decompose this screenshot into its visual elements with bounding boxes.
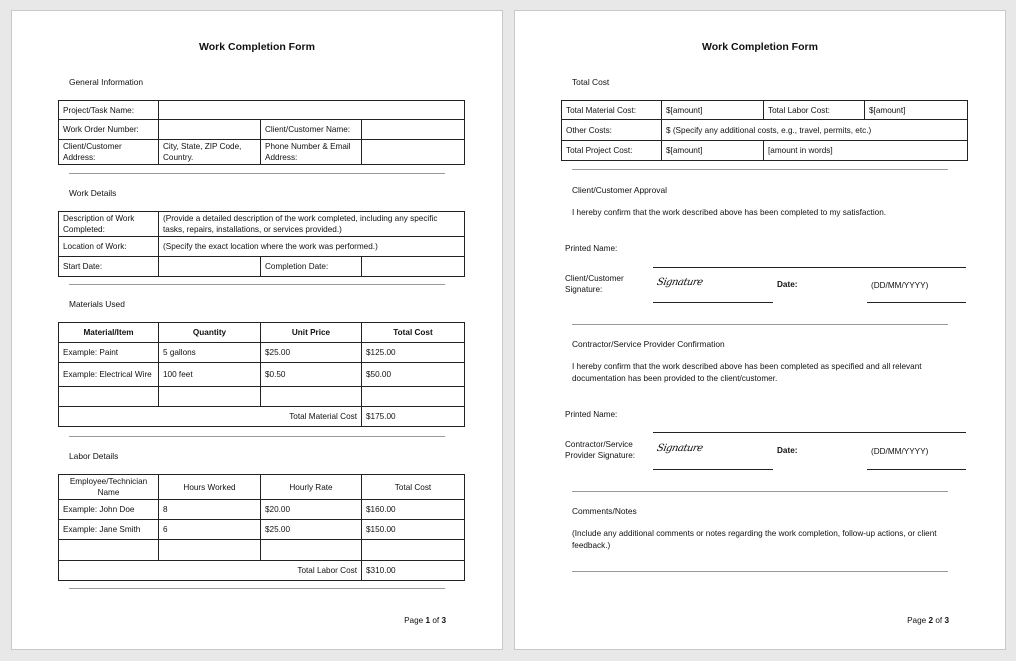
divider: [69, 436, 445, 437]
printed-name-label: Printed Name:: [565, 410, 618, 419]
table-row: [59, 343, 465, 363]
table-cell[interactable]: 100 feet: [159, 363, 261, 387]
table-cell[interactable]: $125.00: [362, 343, 465, 363]
work-location-field[interactable]: (Specify the exact location where the work was performed.): [159, 237, 465, 257]
table-cell[interactable]: $25.00: [261, 520, 362, 540]
start-date-label: Start Date:: [59, 257, 159, 277]
section-heading-comments: Comments/Notes: [572, 506, 637, 516]
client-signature-label: Client/Customer Signature:: [565, 274, 624, 294]
project-name-label: Project/Task Name:: [59, 101, 159, 120]
client-signature-line[interactable]: [653, 302, 773, 303]
client-address-label: Client/Customer Address:: [59, 140, 159, 165]
table-cell[interactable]: 8: [159, 500, 261, 520]
table-cell[interactable]: $25.00: [261, 343, 362, 363]
total-material-cost-label: Total Material Cost: [59, 407, 362, 427]
section-heading-work: Work Details: [69, 188, 117, 198]
printed-name-line[interactable]: [653, 267, 966, 268]
table-cell[interactable]: $0.50: [261, 363, 362, 387]
column-header: Total Cost: [362, 323, 465, 343]
table-cell[interactable]: $20.00: [261, 500, 362, 520]
total-project-cost-field[interactable]: $[amount]: [662, 141, 764, 161]
total-labor-cost-field[interactable]: $[amount]: [865, 101, 968, 120]
materials-table: [58, 322, 465, 427]
section-heading-contractor: Contractor/Service Provider Confirmation: [572, 339, 725, 349]
table-row: [59, 520, 465, 540]
table-cell[interactable]: [362, 540, 465, 561]
table-cell[interactable]: $160.00: [362, 500, 465, 520]
total-material-cost-label: Total Material Cost:: [562, 101, 662, 120]
signature-placeholder: Signature: [655, 443, 704, 454]
table-cell[interactable]: 6: [159, 520, 261, 540]
page-title: Work Completion Form: [702, 41, 818, 53]
date-format-hint: (DD/MM/YYYY): [871, 447, 929, 456]
column-header: Hours Worked: [159, 475, 261, 500]
date-label: Date:: [777, 446, 798, 455]
divider: [572, 571, 948, 572]
signature-placeholder: Signature: [655, 277, 704, 288]
printed-name-label: Printed Name:: [565, 244, 618, 253]
divider: [572, 169, 948, 170]
client-name-field[interactable]: [362, 120, 465, 140]
work-order-label: Work Order Number:: [59, 120, 159, 140]
work-location-label: Location of Work:: [59, 237, 159, 257]
section-heading-materials: Materials Used: [69, 299, 125, 309]
amount-in-words-field[interactable]: [amount in words]: [764, 141, 968, 161]
divider: [69, 588, 445, 589]
column-header: Quantity: [159, 323, 261, 343]
completion-date-field[interactable]: [362, 257, 465, 277]
table-cell[interactable]: [362, 387, 465, 407]
comments-text[interactable]: (Include any additional comments or notes regarding the work completion, follow-up actions, or client feedback.): [572, 529, 937, 550]
contractor-signature-line[interactable]: [653, 469, 773, 470]
table-cell[interactable]: [59, 387, 159, 407]
table-cell[interactable]: Example: Jane Smith: [59, 520, 159, 540]
date-line[interactable]: [867, 469, 966, 470]
project-name-field[interactable]: [159, 101, 465, 120]
contractor-statement: I hereby confirm that the work described above has been completed as specified and all relevant documentation has been provided to the client/customer.: [572, 362, 922, 383]
page-2: [514, 10, 1006, 650]
table-cell[interactable]: [159, 540, 261, 561]
column-header: Total Cost: [362, 475, 465, 500]
client-name-label: Client/Customer Name:: [261, 120, 362, 140]
table-cell[interactable]: [261, 387, 362, 407]
date-format-hint: (DD/MM/YYYY): [871, 281, 929, 290]
page-number: Page 2 of 3: [907, 616, 949, 625]
labor-table: [58, 474, 465, 581]
phone-email-field[interactable]: [362, 140, 465, 165]
date-label: Date:: [777, 280, 798, 289]
divider: [572, 491, 948, 492]
page-number: Page 1 of 3: [404, 616, 446, 625]
column-header: Employee/Technician Name: [59, 475, 159, 500]
contractor-signature-label: Contractor/Service Provider Signature:: [565, 440, 636, 460]
page-title: Work Completion Form: [199, 41, 315, 53]
total-project-cost-label: Total Project Cost:: [562, 141, 662, 161]
work-details-table: [58, 211, 465, 277]
table-cell[interactable]: [261, 540, 362, 561]
work-description-label: Description of Work Completed:: [59, 212, 159, 237]
table-row: [59, 363, 465, 387]
client-address-field[interactable]: City, State, ZIP Code, Country.: [159, 140, 261, 165]
approval-statement: I hereby confirm that the work described above has been completed to my satisfaction.: [572, 208, 887, 217]
section-heading-general: General Information: [69, 77, 144, 87]
completion-date-label: Completion Date:: [261, 257, 362, 277]
table-cell[interactable]: Example: Electrical Wire: [59, 363, 159, 387]
page-1: [11, 10, 503, 650]
work-description-field[interactable]: (Provide a detailed description of the work completed, including any specific tasks, repairs, installations, or services provided.): [159, 212, 465, 237]
section-heading-labor: Labor Details: [69, 451, 119, 461]
start-date-field[interactable]: [159, 257, 261, 277]
section-heading-approval: Client/Customer Approval: [572, 185, 667, 195]
other-costs-label: Other Costs:: [562, 120, 662, 141]
printed-name-line[interactable]: [653, 432, 966, 433]
table-cell[interactable]: 5 gallons: [159, 343, 261, 363]
table-cell[interactable]: $50.00: [362, 363, 465, 387]
date-line[interactable]: [867, 302, 966, 303]
work-order-field[interactable]: [159, 120, 261, 140]
phone-email-label: Phone Number & Email Address:: [261, 140, 362, 165]
table-row: [59, 540, 465, 561]
section-heading-total-cost: Total Cost: [572, 77, 610, 87]
total-cost-table: [561, 100, 968, 161]
divider: [69, 284, 445, 285]
table-cell[interactable]: Example: Paint: [59, 343, 159, 363]
column-header: Hourly Rate: [261, 475, 362, 500]
other-costs-field[interactable]: $ (Specify any additional costs, e.g., travel, permits, etc.): [662, 120, 968, 141]
table-cell[interactable]: [59, 540, 159, 561]
total-labor-cost-label: Total Labor Cost: [59, 561, 362, 581]
table-cell[interactable]: $150.00: [362, 520, 465, 540]
table-cell[interactable]: [159, 387, 261, 407]
total-labor-cost-label: Total Labor Cost:: [764, 101, 865, 120]
column-header: Unit Price: [261, 323, 362, 343]
total-material-cost-value[interactable]: $175.00: [362, 407, 465, 427]
column-header: Material/Item: [59, 323, 159, 343]
table-row: [59, 500, 465, 520]
divider: [572, 324, 948, 325]
total-labor-cost-value[interactable]: $310.00: [362, 561, 465, 581]
table-row: [59, 387, 465, 407]
table-cell[interactable]: Example: John Doe: [59, 500, 159, 520]
general-info-table: [58, 100, 465, 165]
divider: [69, 173, 445, 174]
total-material-cost-field[interactable]: $[amount]: [662, 101, 764, 120]
